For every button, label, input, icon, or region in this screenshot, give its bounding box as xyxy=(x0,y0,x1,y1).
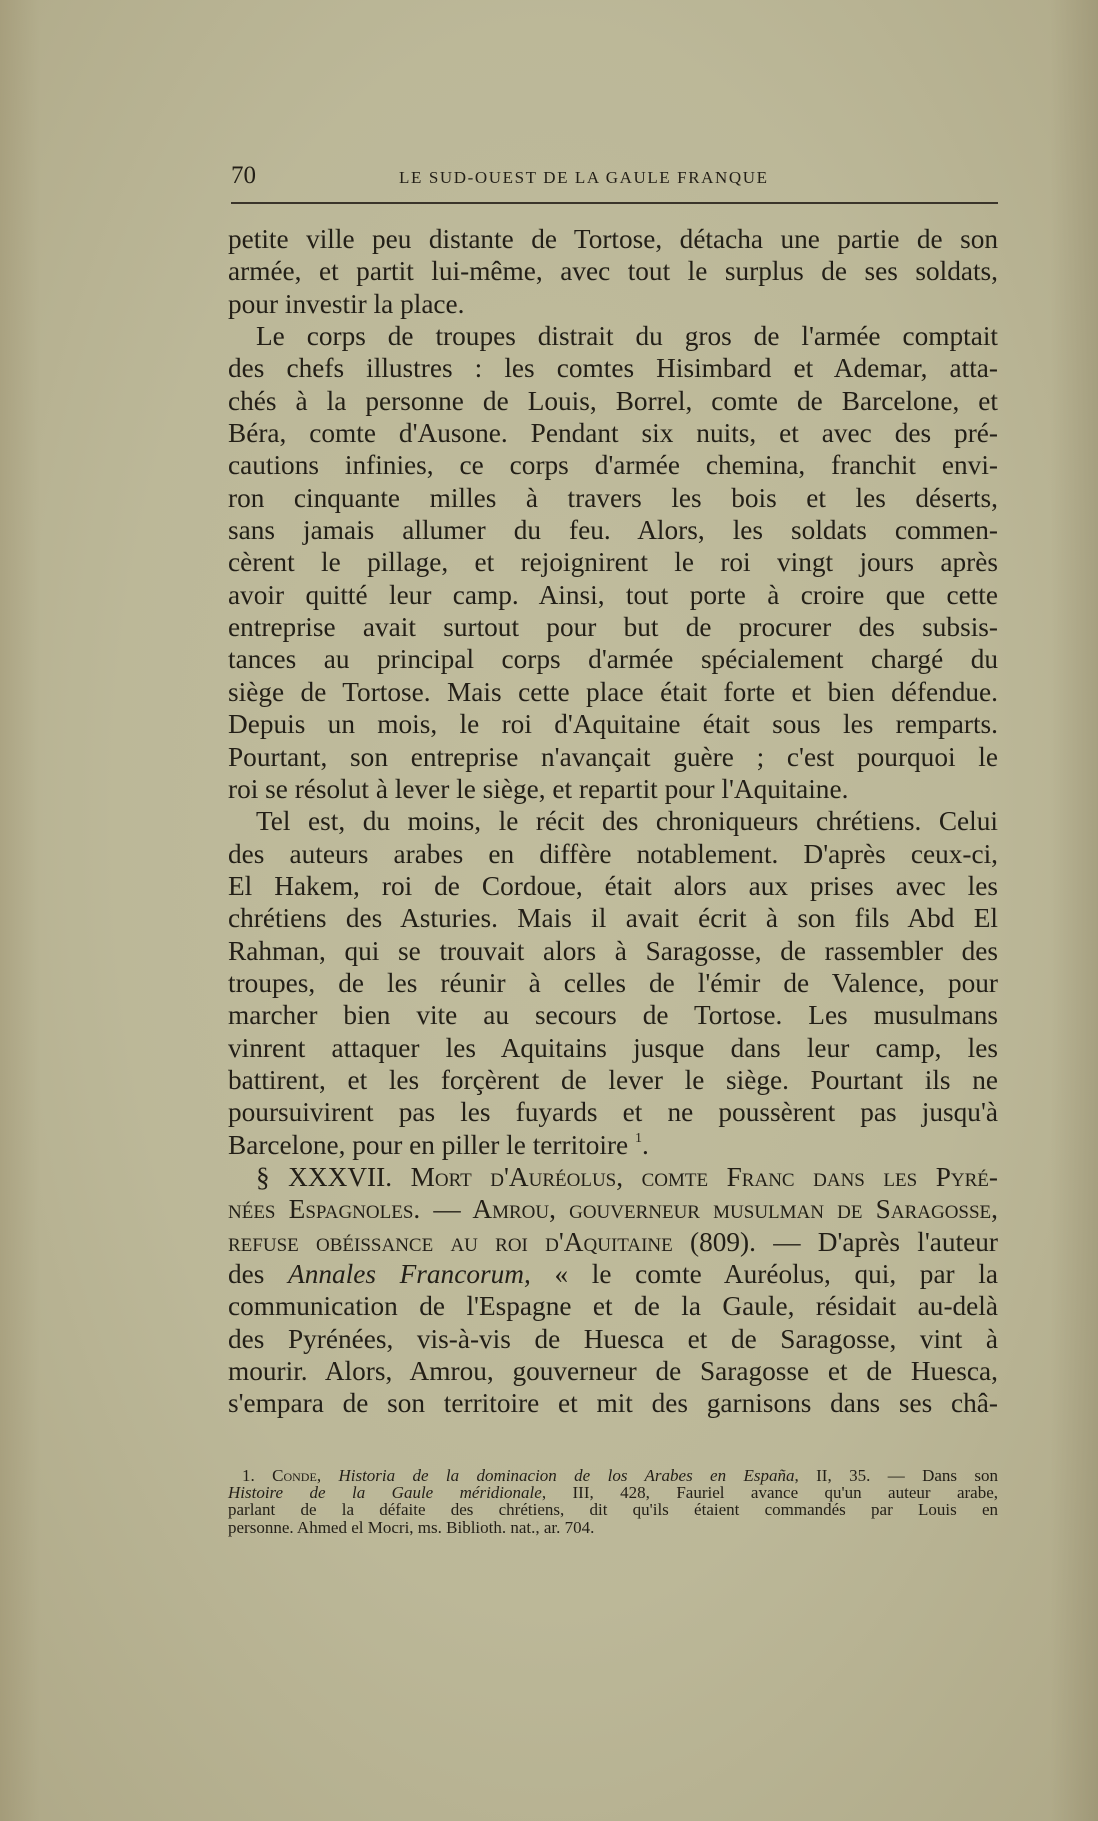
text-line: cèrent le pillage, et rejoignirent le roi vingt jours après xyxy=(228,547,998,578)
text-line: cautions infinies, ce corps d'armée chemina, franchit envi- xyxy=(228,450,998,481)
running-title: LE SUD-OUEST DE LA GAULE FRANQUE xyxy=(399,168,769,187)
text-line: Depuis un mois, le roi d'Aquitaine était sous les remparts. xyxy=(228,709,998,740)
text-line-with-footnote: Barcelone, pour en piller le territoire $^1$. xyxy=(228,1129,649,1160)
footnote-line xyxy=(228,1484,998,1501)
page-number: 70 xyxy=(231,162,256,189)
text-line: armée, et partit lui-même, avec tout le surplus de ses soldats, xyxy=(228,256,998,287)
footnote-number: 1. xyxy=(242,1466,255,1485)
text-line: chés à la personne de Louis, Borrel, comte de Barcelone, et xyxy=(228,385,998,416)
text-line: Béra, comte d'Ausone. Pendant six nuits, et avec des pré- xyxy=(228,418,998,449)
footnote-line: personne. Ahmed el Mocri, ms. Biblioth. nat., ar. 704. xyxy=(228,1517,595,1537)
text-line: pour investir la place. xyxy=(228,288,465,319)
text-line: tances au principal corps d'armée spécialement chargé du xyxy=(228,644,998,675)
text-line: mourir. Alors, Amrou, gouverneur de Saragosse et de Huesca, xyxy=(228,1356,998,1387)
text-line: troupes, de les réunir à celles de l'émir de Valence, pour xyxy=(228,967,998,998)
section-title-3-sc: refuse obéissance au roi d'Aquitaine xyxy=(228,1226,673,1257)
text-line: ron cinquante milles à travers les bois et les déserts, xyxy=(228,482,998,513)
text-line: des chefs illustres : les comtes Hisimbard et Ademar, atta- xyxy=(228,353,998,384)
footnote-reference[interactable]: 1 xyxy=(635,1130,643,1146)
text-line: Barcelone, pour en piller le territoire xyxy=(228,1129,629,1160)
section-date: (809). xyxy=(672,1226,756,1257)
text-line: chrétiens des Asturies. Mais il avait écrit à son fils Abd El xyxy=(228,903,998,934)
footnote-text: , III, 428, Fauriel avance qu'un auteur arabe, xyxy=(541,1483,999,1503)
text-line: battirent, et les forçèrent de lever le siège. Pourtant ils ne xyxy=(228,1064,998,1095)
text-line: petite ville peu distante de Tortose, détacha une partie de son xyxy=(228,224,998,254)
section-title-1: Mort d'Auréolus, comte Franc dans les Pyré- xyxy=(410,1161,998,1192)
text-segment: des xyxy=(228,1259,289,1289)
footnote-author: Conde xyxy=(272,1466,317,1485)
footnotes xyxy=(228,1467,998,1536)
text-line: poursuivirent pas les fuyards et ne poussèrent pas jusqu'à xyxy=(228,1097,998,1128)
text-line: vinrent attaquer les Aquitains jusque dans leur camp, les xyxy=(228,1032,998,1063)
text-line: Rahman, qui se trouvait alors à Saragosse, de rassembler des xyxy=(228,935,998,966)
footnote-work-title: Historia de la dominacion de los Arabes en España xyxy=(338,1466,795,1485)
paragraph-start: Le corps de troupes distrait du gros de l'armée comptait xyxy=(256,321,998,352)
text-line: siège de Tortose. Mais cette place était forte et bien défendue. xyxy=(228,676,998,707)
work-title: Annales Francorum, xyxy=(288,1259,531,1289)
footnote-line: parlant de la défaite des chrétiens, dit qu'ils étaient commandés par Louis en xyxy=(228,1500,998,1520)
section-number: § XXXVII. xyxy=(256,1161,393,1192)
text-line: marcher bien vite au secours de Tortose. Les musulmans xyxy=(228,1000,998,1031)
section-title-2: nées Espagnoles. — Amrou, gouverneur musulman de Saragosse, xyxy=(228,1194,998,1225)
text-line: des Pyrénées, vis-à-vis de Huesca et de Saragosse, vint à xyxy=(228,1323,998,1354)
text-line: roi se résolut à lever le siège, et repartit pour l'Aquitaine. xyxy=(228,773,849,804)
text-line: s'empara de son territoire et mit des garnisons dans ses châ- xyxy=(228,1388,998,1419)
section-text: — D'après l'auteur xyxy=(755,1226,998,1257)
footnote-text: , II, 35. — Dans son xyxy=(794,1466,999,1485)
paragraph-start: Tel est, du moins, le récit des chroniqueurs chrétiens. Celui xyxy=(256,806,998,837)
running-head xyxy=(231,162,998,190)
text-line: El Hakem, roi de Cordoue, était alors aux prises avec les xyxy=(228,870,998,901)
header-rule xyxy=(231,202,998,204)
section-title-3 xyxy=(228,1226,998,1258)
body-text xyxy=(228,223,998,1420)
text-line xyxy=(228,1258,998,1290)
text-line: Pourtant, son entreprise n'avançait guère ; c'est pourquoi le xyxy=(228,741,998,772)
text-segment: « le comte Auréolus, qui, par la xyxy=(530,1259,998,1289)
text-line: sans jamais allumer du feu. Alors, les soldats commen- xyxy=(228,515,998,546)
text-line: des auteurs arabes en diffère notablement. D'après ceux-ci, xyxy=(228,838,998,869)
footnote-work-title: Histoire de la Gaule méridionale xyxy=(228,1483,542,1503)
text-line: communication de l'Espagne et de la Gaule, résidait au-delà xyxy=(228,1291,998,1322)
section-heading xyxy=(228,1161,998,1193)
text-line: avoir quitté leur camp. Ainsi, tout porte à croire que cette xyxy=(228,579,998,610)
text-line: entreprise avait surtout pour but de procurer des subsis- xyxy=(228,612,998,643)
footnote-line: 1. Conde, Historia de la dominacion de los Arabes en España, II, 35. — Dans son xyxy=(242,1466,999,1485)
